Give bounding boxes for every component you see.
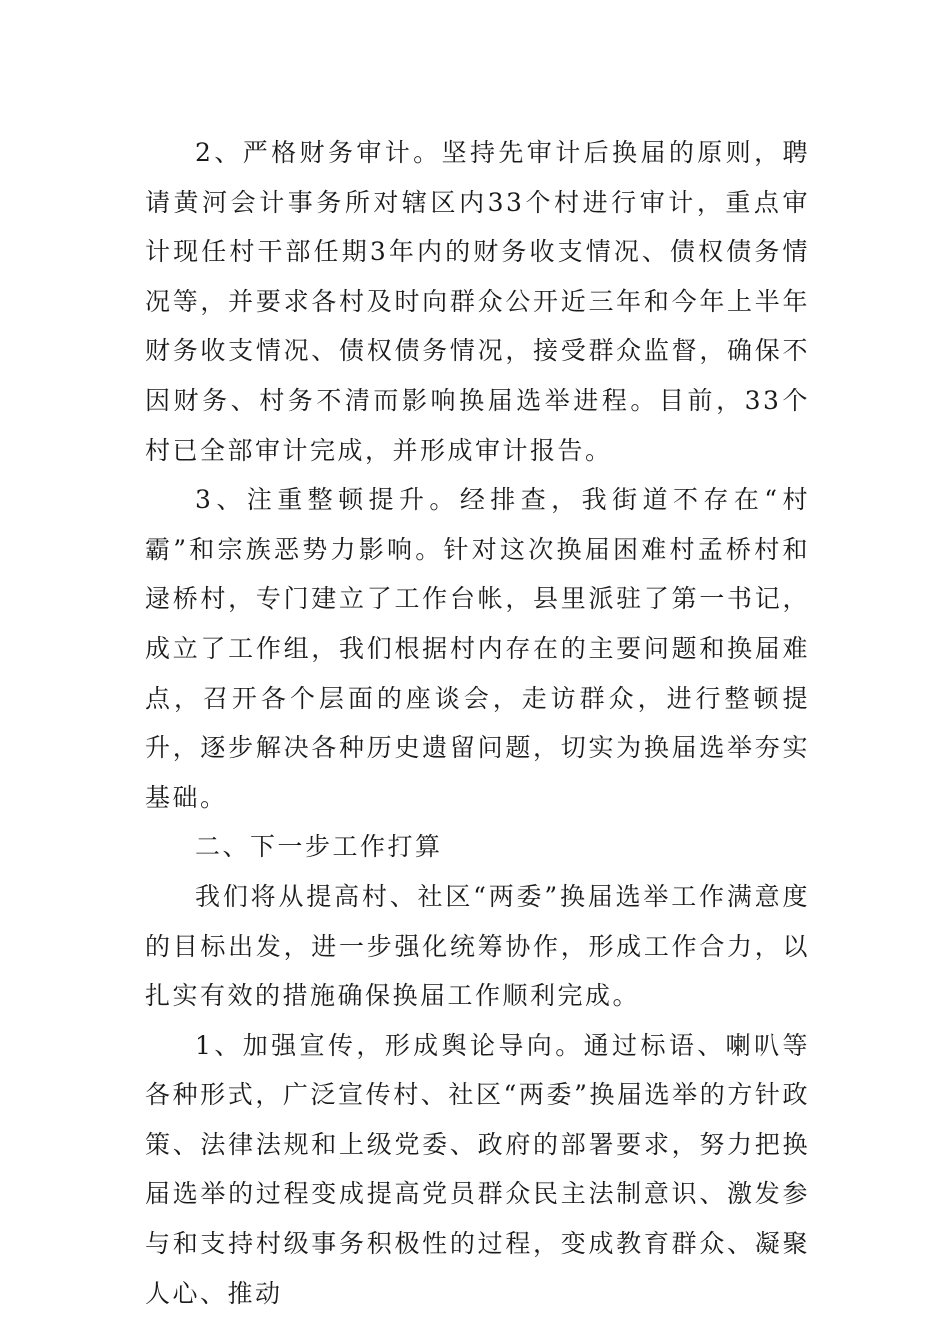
section-heading-next-steps: 二、下一步工作打算 xyxy=(195,832,443,862)
paragraph-next-steps-intro: 我们将从提高村、社区“两委”换届选举工作满意度的目标出发，进一步强化统筹协作，形成工作合力，以扎实有效的措施确保换届工作顺利完成。 xyxy=(145,881,810,1011)
paragraph-publicity: 1、加强宣传，形成舆论导向。通过标语、喇叭等各种形式，广泛宣传村、社区“两委”换届选举的方针政策、法律法规和上级党委、政府的部署要求，努力把换届选举的过程变成提高党员群众民主法制意识、激发参与和支持村级事务积极性的过程，变成教育群众、凝聚人心、推动 xyxy=(145,1030,810,1308)
document-body xyxy=(145,128,810,1318)
paragraph-rectification: 3、注重整顿提升。经排查，我街道不存在“村霸”和宗族恶势力影响。针对这次换届困难村孟桥村和逯桥村，专门建立了工作台帐，县里派驻了第一书记，成立了工作组，我们根据村内存在的主要问题和换届难点，召开各个层面的座谈会，走访群众，进行整顿提升，逐步解决各种历史遗留问题，切实为换届选举夯实基础。 xyxy=(145,485,810,812)
paragraph-financial-audit: 2、严格财务审计。坚持先审计后换届的原则，聘请黄河会计事务所对辖区内33个村进行审计，重点审计现任村干部任期3年内的财务收支情况、债权债务情况等，并要求各村及时向群众公开近三年和今年上半年财务收支情况、债权债务情况，接受群众监督，确保不因财务、村务不清而影响换届选举进程。目前，33个村已全部审计完成，并形成审计报告。 xyxy=(145,138,810,465)
